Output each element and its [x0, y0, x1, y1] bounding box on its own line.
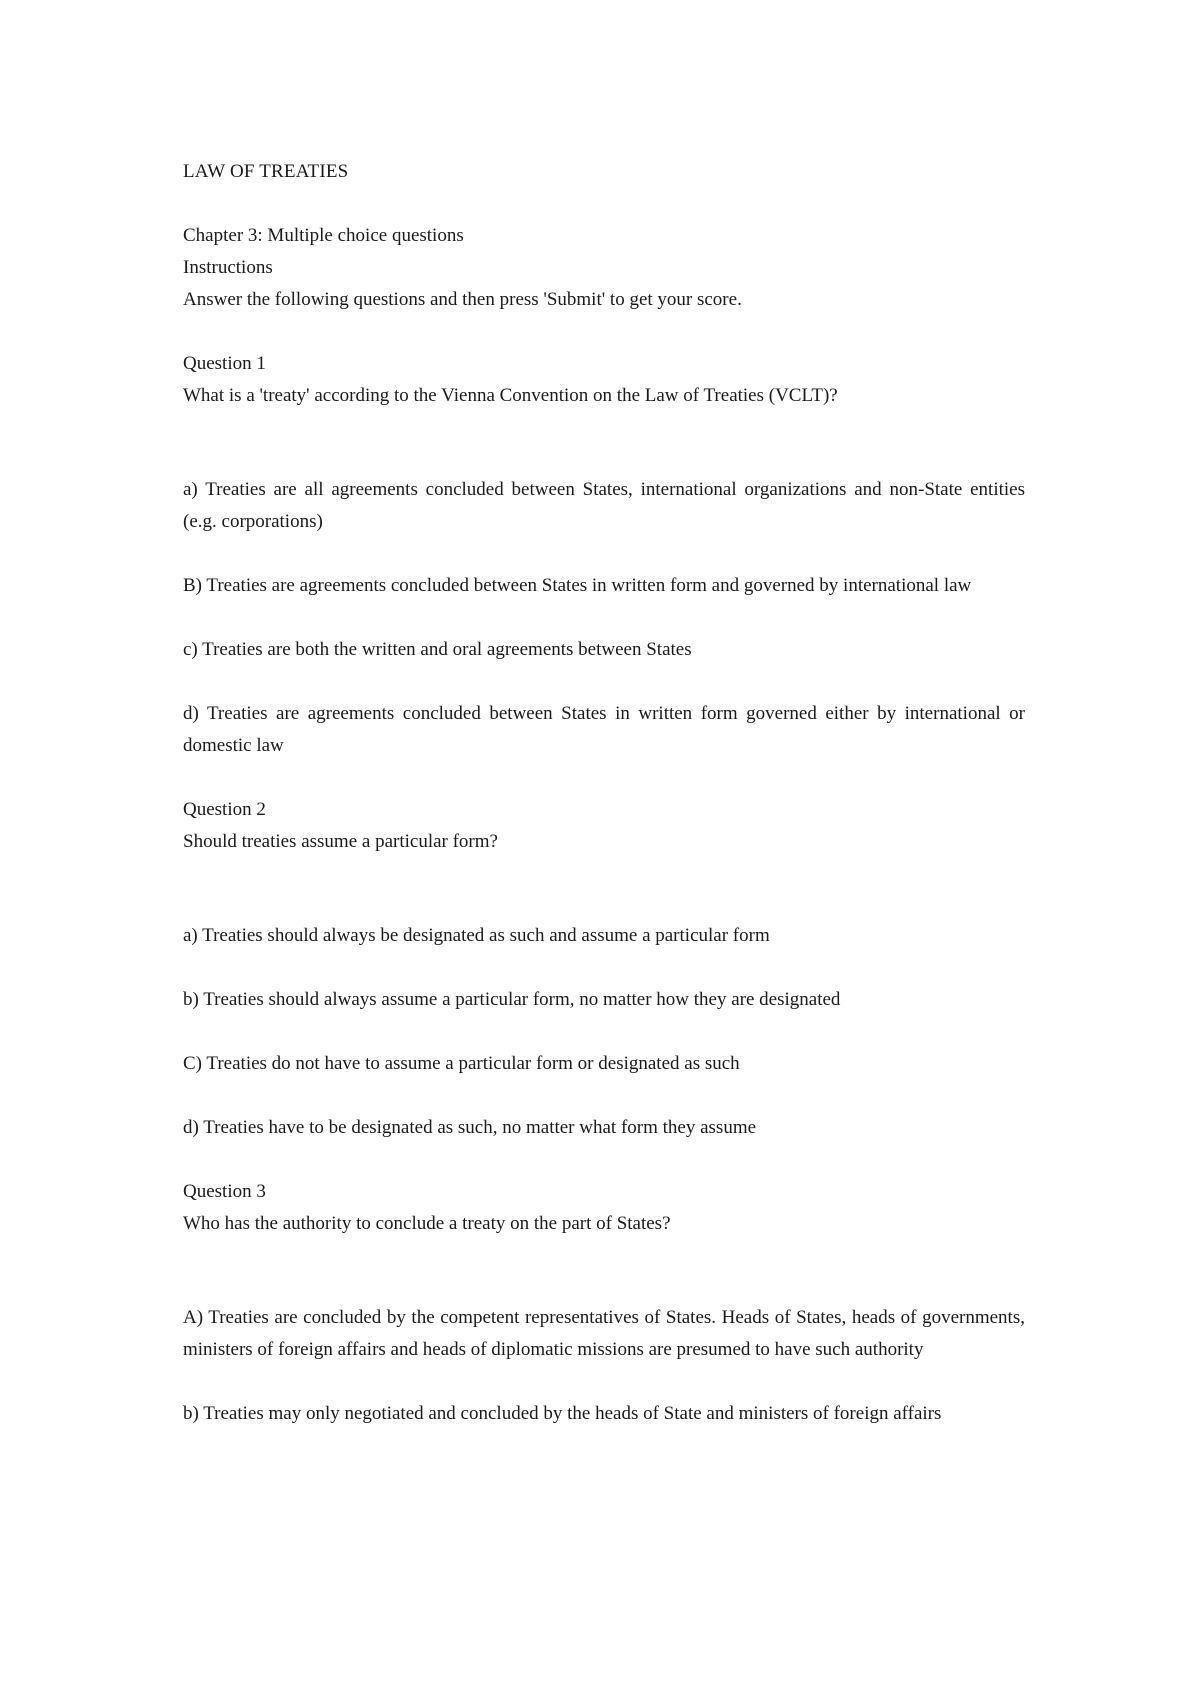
document-content [183, 156, 1025, 1430]
question-3-label: Question 3 [183, 1181, 266, 1202]
instructions-text: Answer the following questions and then press 'Submit' to get your score. [183, 289, 742, 310]
question-1-label: Question 1 [183, 353, 266, 374]
document-title: LAW OF TREATIES [183, 161, 349, 182]
chapter-heading: Chapter 3: Multiple choice questions [183, 225, 464, 246]
question-1-option-b: B) Treaties are agreements concluded between States in written form and governed by international law [183, 575, 972, 596]
question-3-option-b: b) Treaties may only negotiated and concluded by the heads of State and ministers of foreign affairs [183, 1403, 942, 1424]
question-3-option-a: A) Treaties are concluded by the competent representatives of States. Heads of States, heads of governments, ministers of foreign affairs and heads of diplomatic missions are presumed to have such authority [183, 1307, 1025, 1360]
question-1-option-a: a) Treaties are all agreements concluded between States, international organizations and non-State entities (e.g. corporations) [183, 479, 1025, 532]
question-2-option-b: b) Treaties should always assume a particular form, no matter how they are designated [183, 989, 841, 1010]
question-2-option-a: a) Treaties should always be designated as such and assume a particular form [183, 925, 770, 946]
question-3-text: Who has the authority to conclude a treaty on the part of States? [183, 1213, 671, 1234]
question-2-text: Should treaties assume a particular form? [183, 831, 498, 852]
instructions-heading: Instructions [183, 257, 273, 278]
question-1-text: What is a 'treaty' according to the Vienna Convention on the Law of Treaties (VCLT)? [183, 385, 838, 406]
question-2-option-d: d) Treaties have to be designated as such, no matter what form they assume [183, 1117, 757, 1138]
question-2-option-c: C) Treaties do not have to assume a particular form or designated as such [183, 1053, 740, 1074]
question-2-label: Question 2 [183, 799, 266, 820]
question-1-option-c: c) Treaties are both the written and oral agreements between States [183, 639, 692, 660]
question-1-option-d: d) Treaties are agreements concluded between States in written form governed either by international or domestic law [183, 703, 1025, 756]
